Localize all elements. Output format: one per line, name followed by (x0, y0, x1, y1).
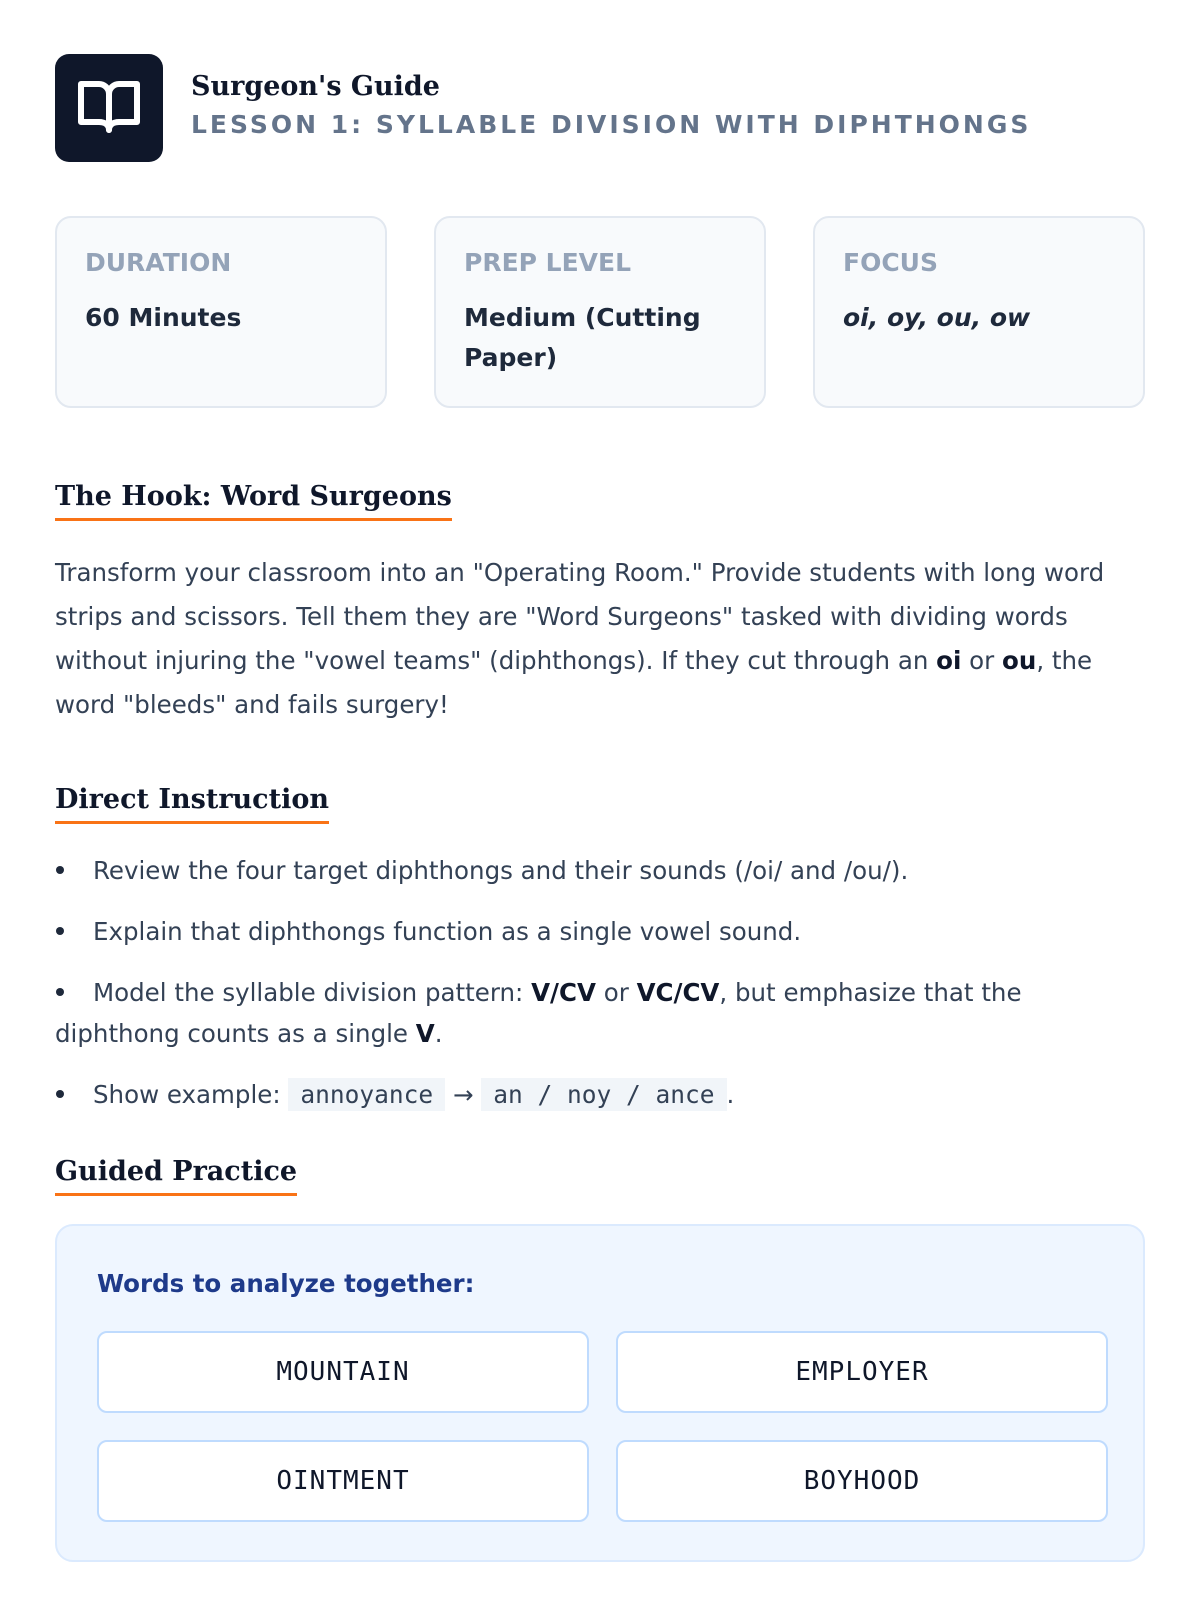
bullet-icon (56, 866, 64, 874)
meta-value: oi, oy, ou, ow (843, 303, 1031, 332)
meta-value: 60 Minutes (85, 303, 242, 332)
meta-card-duration (55, 216, 387, 408)
logo (55, 54, 163, 162)
list-item-text: Explain that diphthongs function as a single vowel sound. (93, 917, 802, 946)
hook-text: or (961, 646, 1003, 675)
section-title-direct-instruction: Direct Instruction (55, 783, 329, 824)
header-text (191, 70, 1031, 142)
bullet-icon (56, 1090, 64, 1098)
bullet-icon (56, 988, 64, 996)
pattern-v: V (415, 1019, 435, 1048)
pattern-vc-cv: VC/CV (636, 978, 720, 1007)
section-title-guided-practice: Guided Practice (55, 1155, 297, 1196)
word-tile: EMPLOYER (616, 1331, 1108, 1413)
direct-instruction-section (55, 783, 1145, 1115)
lesson-meta (55, 216, 1145, 408)
page-header (55, 54, 1145, 162)
hook-text: Transform your classroom into an "Operating Room." Provide students with long word strips and scissors. Tell them they are "Word Surgeons" tasked with dividing words without injuring the "vowel teams" (diphthongs). If they cut through an (55, 558, 1105, 675)
list-item (55, 911, 1145, 952)
hook-section (55, 480, 1145, 727)
example-split-code: an / noy / ance (481, 1078, 726, 1111)
list-item (55, 850, 1145, 891)
hook-bold-ou: ou (1002, 646, 1037, 675)
list-item-text: . (726, 1080, 735, 1109)
example-word-code: annoyance (288, 1078, 445, 1111)
word-tile: BOYHOOD (616, 1440, 1108, 1522)
list-item-text: Review the four target diphthongs and their sounds (/oi/ and /ou/). (93, 856, 909, 885)
hook-bold-oi: oi (936, 646, 962, 675)
list-item-text: Show example: (93, 1080, 289, 1109)
arrow-icon: → (445, 1080, 482, 1109)
meta-label: DURATION (85, 248, 232, 277)
guided-practice-section (55, 1155, 1145, 1562)
list-item-text: Model the syllable division pattern: (93, 978, 532, 1007)
lesson-title: LESSON 1: SYLLABLE DIVISION WITH DIPHTHONGS (191, 110, 1032, 139)
meta-value: Medium (Cutting Paper) (464, 303, 701, 372)
meta-label: PREP LEVEL (464, 248, 632, 277)
list-item (55, 972, 1145, 1054)
list-item (55, 1074, 1145, 1115)
practice-box (55, 1224, 1145, 1562)
open-book-icon (77, 78, 141, 139)
list-item-text: . (434, 1019, 443, 1048)
word-grid (97, 1331, 1103, 1522)
meta-label: FOCUS (843, 248, 938, 277)
list-item-text: or (595, 978, 637, 1007)
hook-paragraph (55, 551, 1145, 727)
word-tile: OINTMENT (97, 1440, 589, 1522)
hook-text: , the word "bleeds" and fails surgery! (55, 646, 1093, 719)
meta-card-prep-level (434, 216, 766, 408)
bullet-icon (56, 927, 64, 935)
pattern-v-cv: V/CV (531, 978, 596, 1007)
meta-card-focus (813, 216, 1145, 408)
word-tile: MOUNTAIN (97, 1331, 589, 1413)
instruction-list (55, 850, 1145, 1115)
practice-heading: Words to analyze together: (97, 1269, 475, 1298)
brand-name: Surgeon's Guide (191, 71, 440, 102)
list-item-text: , but emphasize that the diphthong counts as a single (55, 978, 1022, 1048)
section-title-hook: The Hook: Word Surgeons (55, 480, 452, 521)
